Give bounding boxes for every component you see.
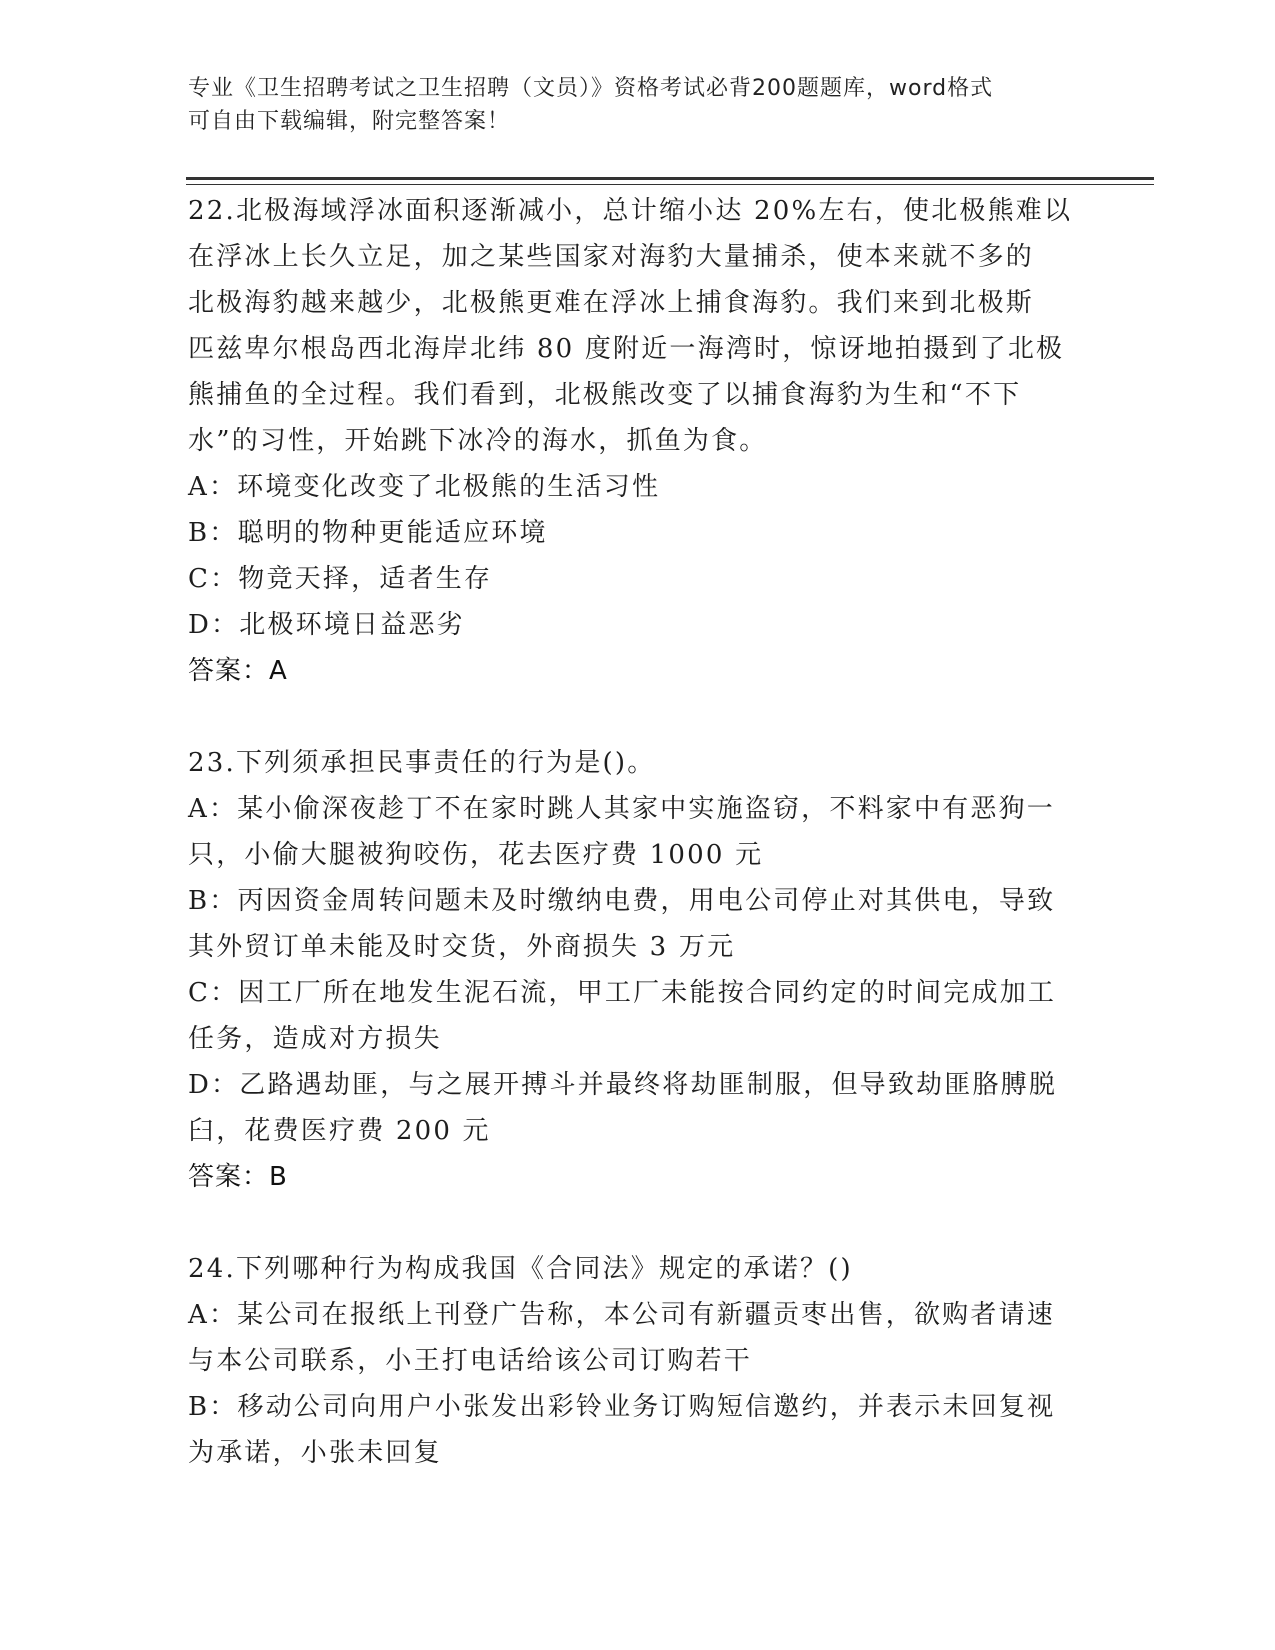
header-rule-thick — [186, 177, 1154, 180]
question-stem-line: 匹兹卑尔根岛西北海岸北纬 80 度附近一海湾时，惊讶地拍摄到了北极 — [188, 334, 1065, 364]
option-c: C：因工厂所在地发生泥石流，甲工厂未能按合同约定的时间完成加工 — [188, 978, 1057, 1008]
option-a-continued: 与本公司联系，小王打电话给该公司订购若干 — [188, 1346, 753, 1376]
option-b: B：移动公司向用户小张发出彩铃业务订购短信邀约，并表示未回复视 — [188, 1392, 1056, 1422]
question-22 — [188, 188, 1073, 694]
question-stem-line: 22.北极海域浮冰面积逐渐减小，总计缩小达 20%左右，使北极熊难以 — [188, 196, 1073, 226]
option-a-continued: 只，小偷大腿被狗咬伤，花去医疗费 1000 元 — [188, 840, 764, 870]
question-list — [188, 188, 1073, 1476]
question-stem-line: 水”的习性，开始跳下冰冷的海水，抓鱼为食。 — [188, 426, 768, 456]
option-d-continued: 臼，花费医疗费 200 元 — [188, 1116, 491, 1146]
question-23 — [188, 740, 1068, 1200]
question-stem-line: 熊捕鱼的全过程。我们看到，北极熊改变了以捕食海豹为生和“不下 — [188, 380, 1022, 410]
header-line-1: 专业《卫生招聘考试之卫生招聘（文员）》资格考试必背200题题库，word格式 — [188, 76, 994, 101]
question-24 — [188, 1246, 1068, 1476]
question-stem-line: 北极海豹越来越少，北极熊更难在浮冰上捕食海豹。我们来到北极斯 — [188, 288, 1035, 318]
spacer — [188, 1200, 1068, 1246]
question-stem-line: 23.下列须承担民事责任的行为是()。 — [188, 748, 656, 778]
option-a: A：某公司在报纸上刊登广告称，本公司有新疆贡枣出售，欲购者请速 — [188, 1300, 1055, 1330]
option-d: D：乙路遇劫匪，与之展开搏斗并最终将劫匪制服，但导致劫匪胳膊脱 — [188, 1070, 1058, 1100]
answer-label: 答案：A — [188, 656, 288, 686]
option-b: B：聪明的物种更能适应环境 — [188, 518, 548, 548]
header-rule-thin — [186, 184, 1154, 185]
option-c: C：物竞天择，适者生存 — [188, 564, 493, 594]
option-d: D：北极环境日益恶劣 — [188, 610, 465, 640]
header-line-2: 可自由下载编辑，附完整答案！ — [188, 109, 511, 134]
question-stem-line: 24.下列哪种行为构成我国《合同法》规定的承诺？() — [188, 1254, 853, 1284]
option-a: A：环境变化改变了北极熊的生活习性 — [188, 472, 661, 502]
spacer — [188, 694, 1068, 740]
option-b-continued: 为承诺，小张未回复 — [188, 1438, 442, 1468]
option-a: A：某小偷深夜趁丁不在家时跳人其家中实施盗窃，不料家中有恶狗一 — [188, 794, 1055, 824]
option-b: B：丙因资金周转问题未及时缴纳电费，用电公司停止对其供电，导致 — [188, 886, 1056, 916]
question-stem-line: 在浮冰上长久立足，加之某些国家对海豹大量捕杀，使本来就不多的 — [188, 242, 1035, 272]
answer-label: 答案：B — [188, 1162, 288, 1192]
option-b-continued: 其外贸订单未能及时交货，外商损失 3 万元 — [188, 932, 736, 962]
option-c-continued: 任务，造成对方损失 — [188, 1024, 442, 1054]
document-header — [188, 72, 1068, 138]
